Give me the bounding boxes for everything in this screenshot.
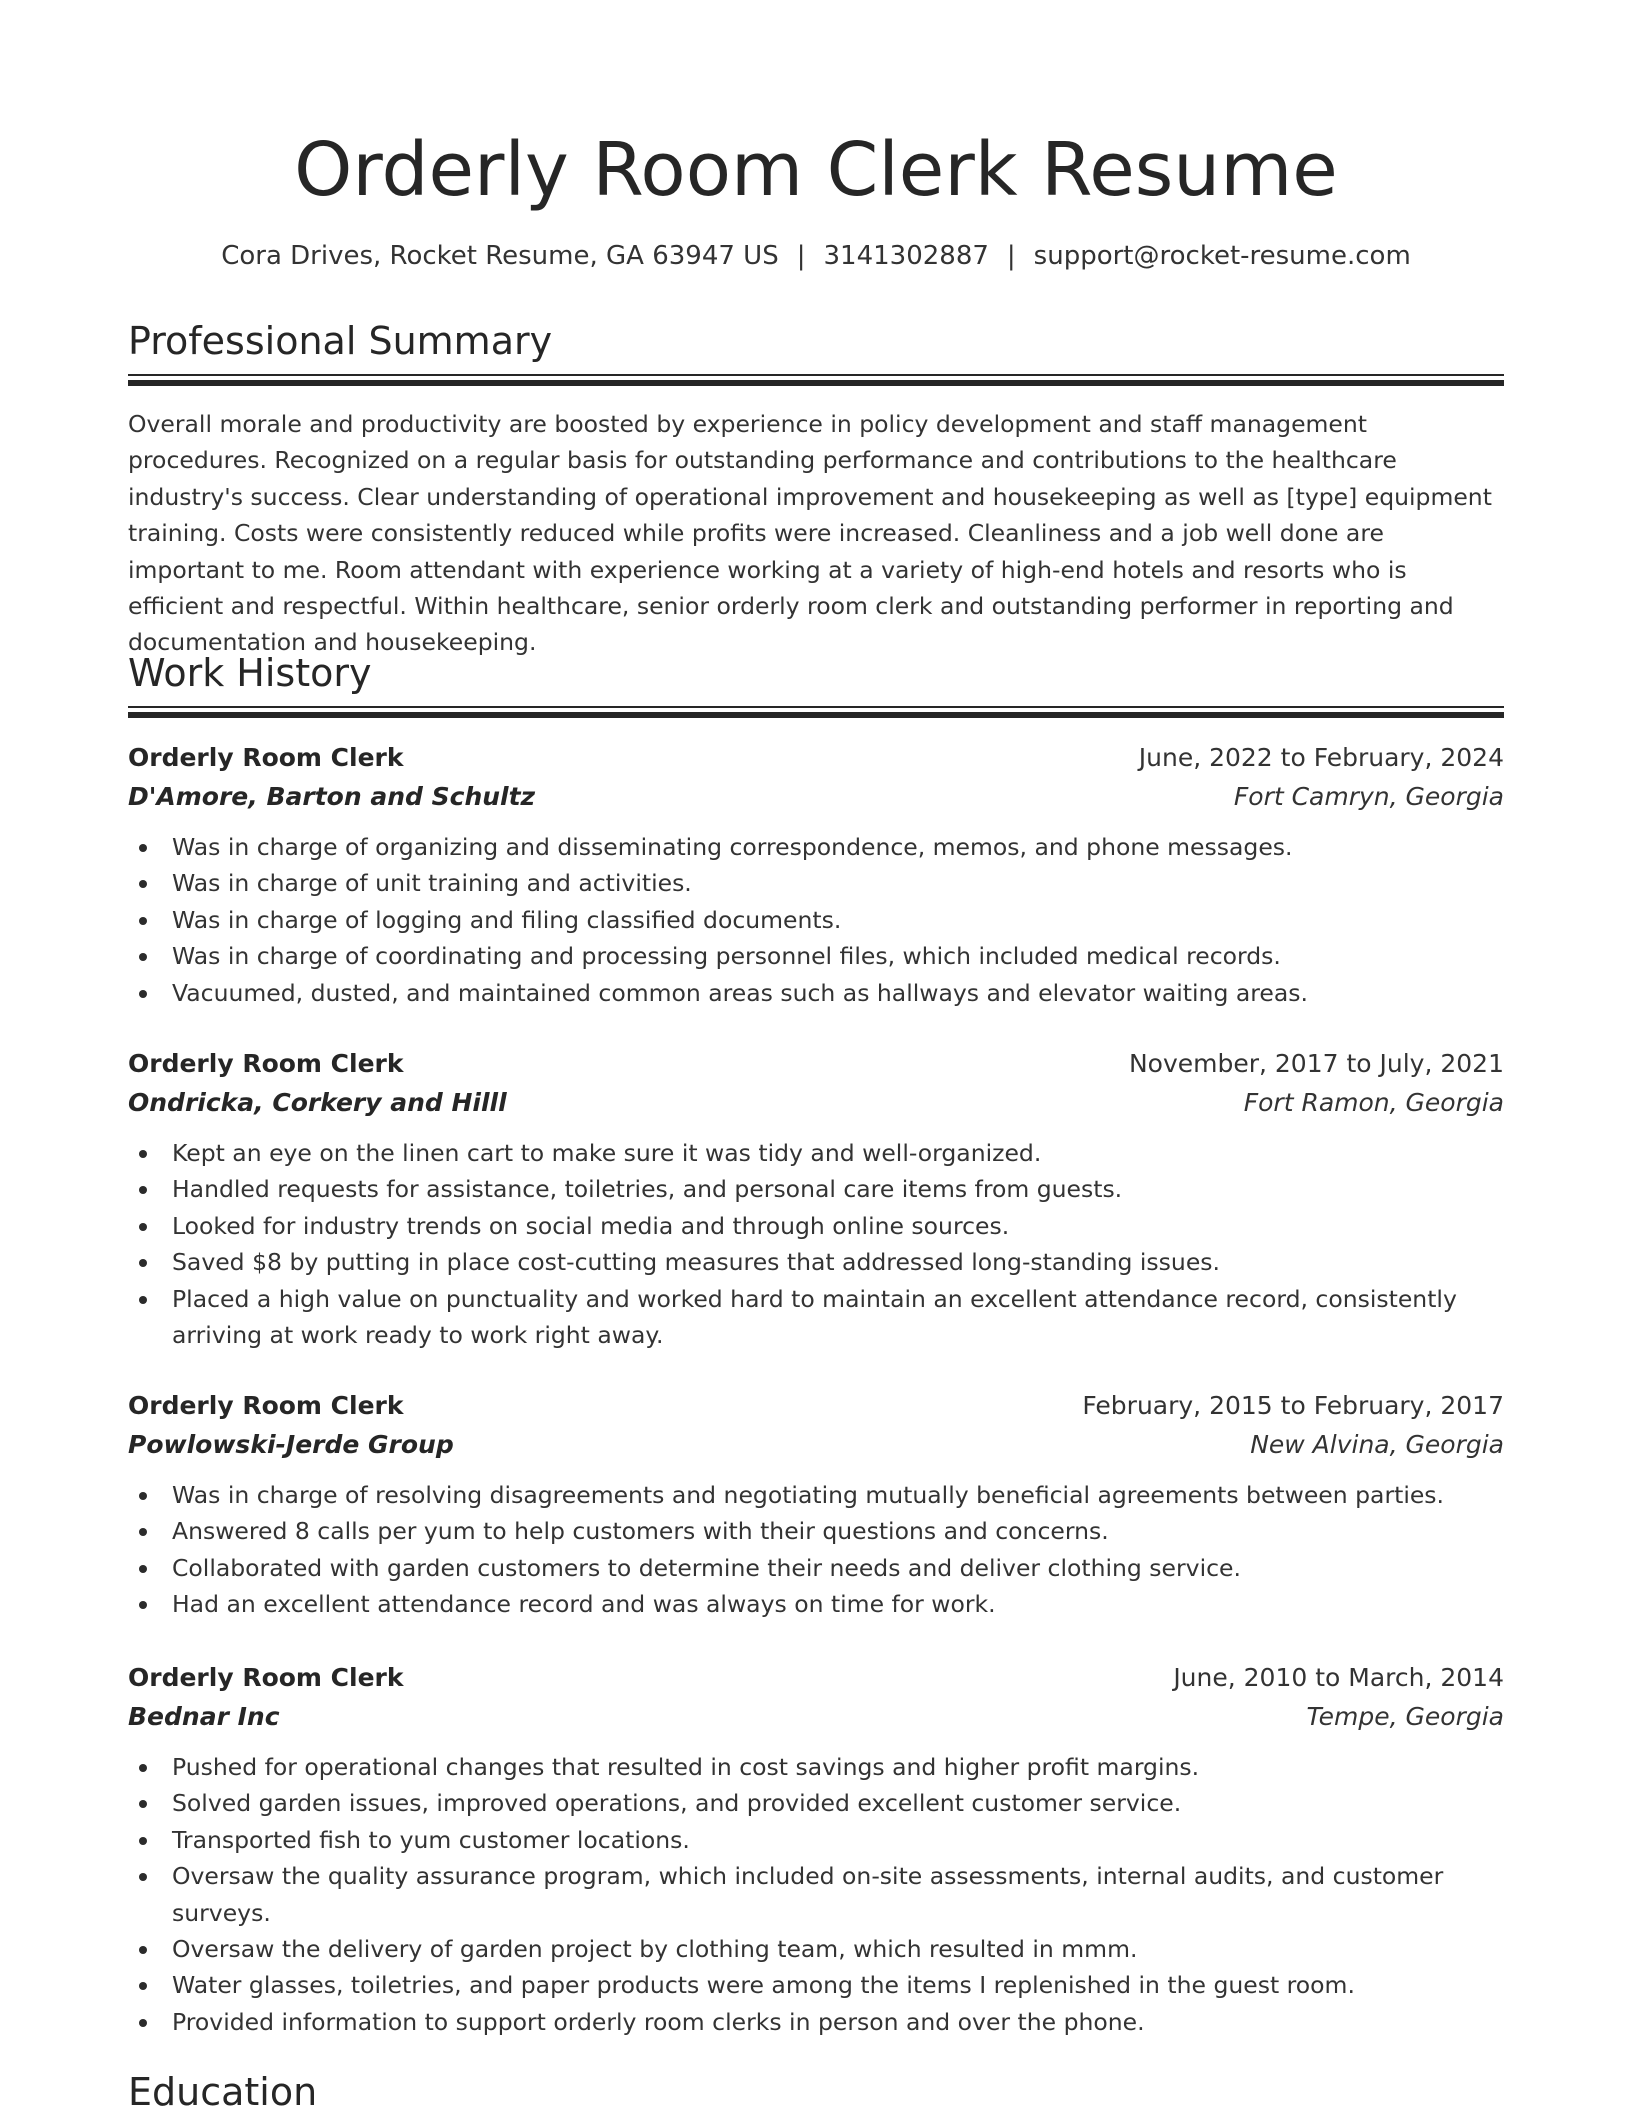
- job-bullet: Was in charge of unit training and activities.: [172, 865, 1504, 901]
- contact-address: Cora Drives, Rocket Resume, GA 63947 US: [221, 241, 779, 271]
- job-entry: [128, 1045, 1504, 1353]
- job-bullet: Vacuumed, dusted, and maintained common areas such as hallways and elevator waiting areas.: [172, 975, 1504, 1011]
- job-bullet: Was in charge of coordinating and processing personnel files, which included medical records.: [172, 938, 1504, 974]
- contact-phone: 3141302887: [823, 241, 989, 271]
- job-entry: [128, 1659, 1504, 2040]
- job-location: Fort Ramon, Georgia: [1243, 1088, 1504, 1117]
- job-location: New Alvina, Georgia: [1250, 1430, 1504, 1459]
- job-bullet: Provided information to support orderly room clerks in person and over the phone.: [172, 2004, 1504, 2040]
- job-entry: [128, 739, 1504, 1011]
- job-company: D'Amore, Barton and Schultz: [128, 782, 536, 811]
- section-divider-thick: [128, 380, 1504, 386]
- contact-email: support@rocket-resume.com: [1033, 241, 1411, 271]
- section-work-history: [128, 648, 1504, 698]
- section-divider-thin: [128, 374, 1504, 376]
- job-bullets: [128, 1135, 1504, 1353]
- section-education: [128, 2067, 1504, 2117]
- job-bullet: Was in charge of logging and filing classified documents.: [172, 902, 1504, 938]
- job-bullet: Looked for industry trends on social media and through online sources.: [172, 1208, 1504, 1244]
- job-title: Orderly Room Clerk: [128, 1663, 404, 1692]
- contact-separator: |: [796, 241, 806, 271]
- job-title: Orderly Room Clerk: [128, 1391, 404, 1420]
- job-bullet: Oversaw the delivery of garden project by clothing team, which resulted in mmm.: [172, 1931, 1504, 1967]
- job-bullet: Was in charge of organizing and disseminating correspondence, memos, and phone messages.: [172, 829, 1504, 865]
- job-bullet: Water glasses, toiletries, and paper products were among the items I replenished in the guest room.: [172, 1967, 1504, 2003]
- job-bullet: Oversaw the quality assurance program, which included on-site assessments, internal audits, and customer surveys.: [172, 1858, 1504, 1931]
- job-bullet: Solved garden issues, improved operations, and provided excellent customer service.: [172, 1785, 1504, 1821]
- job-company: Powlowski-Jerde Group: [128, 1430, 454, 1459]
- resume-title: Orderly Room Clerk Resume: [294, 127, 1338, 213]
- contact-line: [128, 238, 1504, 274]
- job-title: Orderly Room Clerk: [128, 743, 404, 772]
- section-divider-thick: [128, 712, 1504, 718]
- section-professional-summary: [128, 316, 1504, 366]
- job-bullet: Answered 8 calls per yum to help customers with their questions and concerns.: [172, 1513, 1504, 1549]
- section-heading: Work History: [128, 651, 372, 695]
- job-company: Ondricka, Corkery and Hilll: [128, 1088, 507, 1117]
- contact-separator: |: [1006, 241, 1016, 271]
- job-bullet: Had an excellent attendance record and was always on time for work.: [172, 1586, 1504, 1622]
- job-location: Tempe, Georgia: [1306, 1702, 1504, 1731]
- job-bullet: Transported fish to yum customer locations.: [172, 1822, 1504, 1858]
- job-bullets: [128, 1749, 1504, 2040]
- job-bullet: Handled requests for assistance, toiletries, and personal care items from guests.: [172, 1171, 1504, 1207]
- job-title: Orderly Room Clerk: [128, 1049, 404, 1078]
- job-bullet: Was in charge of resolving disagreements and negotiating mutually beneficial agreements between parties.: [172, 1477, 1504, 1513]
- job-dates: June, 2010 to March, 2014: [1173, 1663, 1504, 1692]
- summary-text: Overall morale and productivity are boosted by experience in policy development and staff management procedures. Recognized on a regular basis for outstanding performance and contributions to the healthcare industry's success. Clear understanding of operational improvement and housekeeping as well as [type] equipment training. Costs were consistently reduced while profits were increased. Cleanliness and a job well done are important to me. Room attendant with experience working at a variety of high-end hotels and resorts who is efficient and respectful. Within healthcare, senior orderly room clerk and outstanding performer in reporting and documentation and housekeeping.: [128, 410, 1492, 657]
- job-bullet: Placed a high value on punctuality and worked hard to maintain an excellent attendance record, consistently arriving at work ready to work right away.: [172, 1281, 1504, 1354]
- section-heading: Professional Summary: [128, 319, 553, 363]
- job-bullets: [128, 829, 1504, 1011]
- job-dates: November, 2017 to July, 2021: [1128, 1049, 1504, 1078]
- job-location: Fort Camryn, Georgia: [1233, 782, 1504, 811]
- job-dates: February, 2015 to February, 2017: [1082, 1391, 1504, 1420]
- job-dates: June, 2022 to February, 2024: [1138, 743, 1504, 772]
- job-bullet: Collaborated with garden customers to determine their needs and deliver clothing service.: [172, 1550, 1504, 1586]
- job-bullet: Saved $8 by putting in place cost-cutting measures that addressed long-standing issues.: [172, 1244, 1504, 1280]
- job-bullets: [128, 1477, 1504, 1623]
- section-heading: Education: [128, 2070, 318, 2114]
- job-entry: [128, 1387, 1504, 1623]
- job-bullet: Kept an eye on the linen cart to make sure it was tidy and well-organized.: [172, 1135, 1504, 1171]
- job-company: Bednar Inc: [128, 1702, 280, 1731]
- section-divider-thin: [128, 706, 1504, 708]
- job-bullet: Pushed for operational changes that resulted in cost savings and higher profit margins.: [172, 1749, 1504, 1785]
